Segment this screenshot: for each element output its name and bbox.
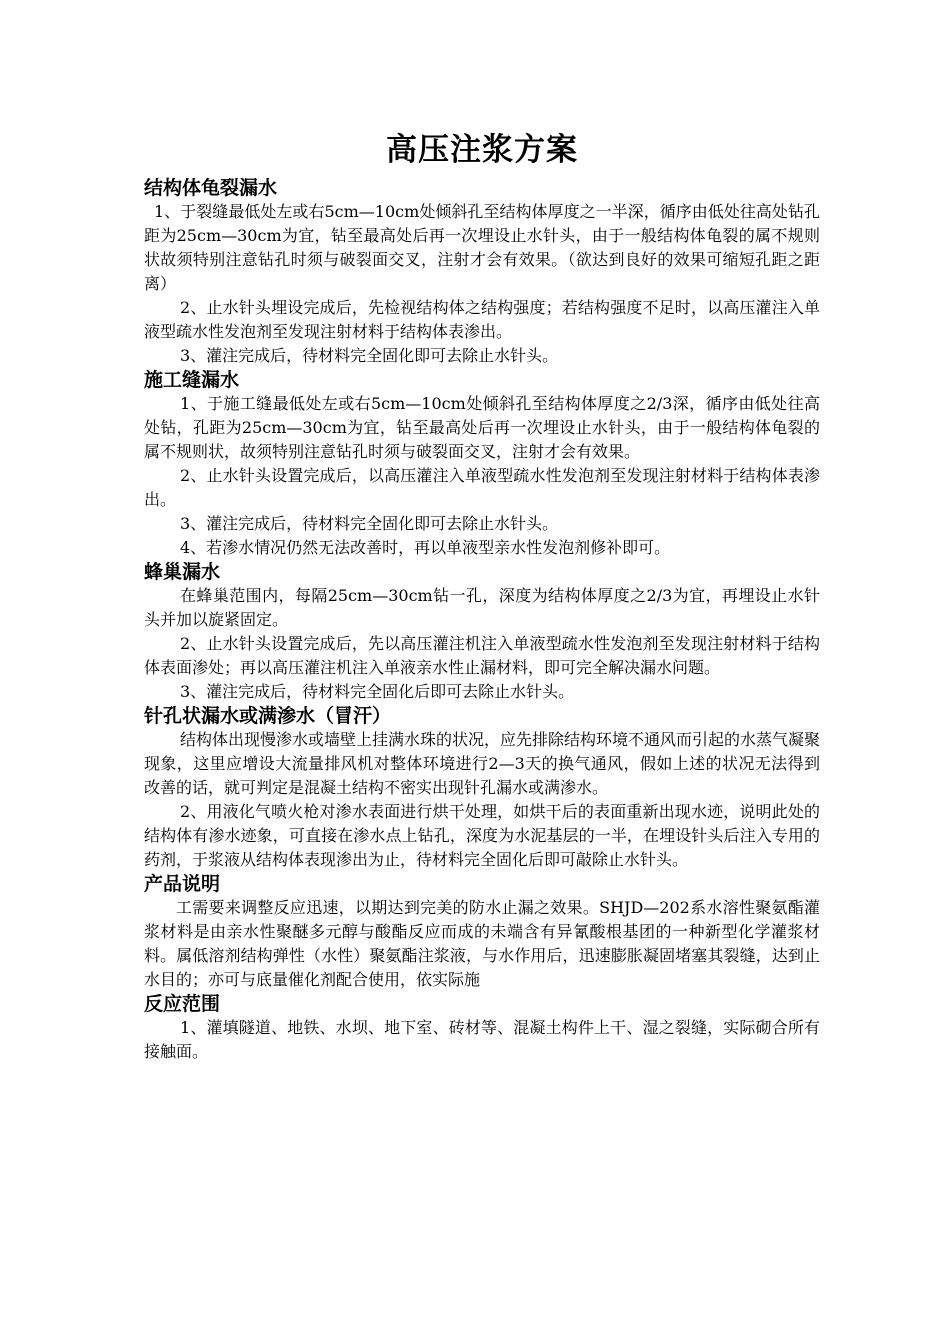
- section-pinhole-seepage: [144, 704, 820, 872]
- paragraph: 3、灌注完成后，待材料完全固化即可去除止水针头。: [180, 346, 559, 365]
- section-heading: 蜂巢漏水: [144, 561, 221, 583]
- paragraph: 2、止水针头设置完成后，以高压灌注入单液型疏水性发泡剂至发现注射材料于结构体表渗出。: [144, 466, 820, 509]
- paragraph: 1、于裂缝最低处左或右5cm—10cm处倾斜孔至结构体厚度之一半深，循序由低处往高处钻孔距为25cm—30cm为宜，钻至最高处后再一次埋设止水针头，由于一般结构体龟裂的属不规则状故须特别注意钻孔时须与破裂面交叉，注射才会有效果。（欲达到良好的效果可缩短孔距之距离）: [144, 202, 820, 293]
- section-structural-crack-leak: [144, 176, 820, 368]
- paragraph: 2、止水针头埋设完成后，先检视结构体之结构强度；若结构强度不足时，以高压灌注入单液型疏水性发泡剂至发现注射材料于结构体表渗出。: [144, 298, 820, 341]
- paragraph: 3、灌注完成后，待材料完全固化即可去除止水针头。: [180, 514, 559, 533]
- section-application-scope: [144, 992, 820, 1064]
- section-heading: 产品说明: [144, 873, 221, 895]
- paragraph: 2、止水针头设置完成后，先以高压灌注机注入单液型疏水性发泡剂至发现注射材料于结构体表面渗处；再以高压灌注机注入单液亲水性止漏材料，即可完全解决漏水问题。: [144, 634, 820, 677]
- paragraph: 1、于施工缝最低处左或右5cm—10cm处倾斜孔至结构体厚度之2/3深，循序由低处往高处钻，孔距为25cm—30cm为宜，钻至最高处后再一次埋设止水针头，由于一般结构体龟裂的属不规则状，故须特别注意钻孔时须与破裂面交叉，注射才会有效果。: [144, 394, 820, 461]
- paragraph: 4、若渗水情况仍然无法改善时，再以单液型亲水性发泡剂修补即可。: [180, 538, 671, 557]
- document-title: 高压注浆方案: [386, 132, 578, 168]
- paragraph: 2、用液化气喷火枪对渗水表面进行烘干处理，如烘干后的表面重新出现水迹，说明此处的结构体有渗水迹象，可直接在渗水点上钻孔，深度为水泥基层的一半，在埋设针头后注入专用的药剂，于浆液从结构体表现渗出为止，待材料完全固化后即可敲除止水针头。: [144, 802, 820, 869]
- section-heading: 针孔状漏水或满渗水（冒汗）: [144, 705, 392, 727]
- paragraph: 工需要来调整反应迅速，以期达到完美的防水止漏之效果。SHJD—202系水溶性聚氨酯灌浆材料是由亲水性聚醚多元醇与酸酯反应而成的未端含有异氰酸根基团的一种新型化学灌浆材料。属低溶剂结构弹性（水性）聚氨酯注浆液，与水作用后，迅速膨胀凝固堵塞其裂缝，达到止水目的；亦可与底量催化剂配合使用，依实际施: [144, 898, 820, 989]
- section-construction-joint-leak: [144, 368, 820, 560]
- section-heading: 结构体龟裂漏水: [144, 177, 278, 199]
- paragraph: 1、灌填隧道、地铁、水坝、地下室、砖材等、混凝土构件上干、湿之裂缝，实际砌合所有接触面。: [144, 1018, 820, 1061]
- section-product-description: [144, 872, 820, 992]
- paragraph: 结构体出现慢渗水或墙壁上挂满水珠的状况，应先排除结构环境不通风而引起的水蒸气凝聚现象，这里应增设大流量排风机对整体环境进行2—3天的换气通风，假如上述的状况无法得到改善的话，就可判定是混凝土结构不密实出现针孔漏水或满渗水。: [144, 730, 821, 797]
- section-heading: 反应范围: [144, 993, 221, 1015]
- paragraph: 3、灌注完成后，待材料完全固化后即可去除止水针头。: [180, 682, 575, 701]
- section-heading: 施工缝漏水: [144, 369, 240, 391]
- section-honeycomb-leak: [144, 560, 820, 704]
- document-body: [144, 128, 820, 1064]
- paragraph: 在蜂巢范围内，每隔25cm—30cm钻一孔，深度为结构体厚度之2/3为宜，再埋设止水针头并加以旋紧固定。: [144, 586, 820, 629]
